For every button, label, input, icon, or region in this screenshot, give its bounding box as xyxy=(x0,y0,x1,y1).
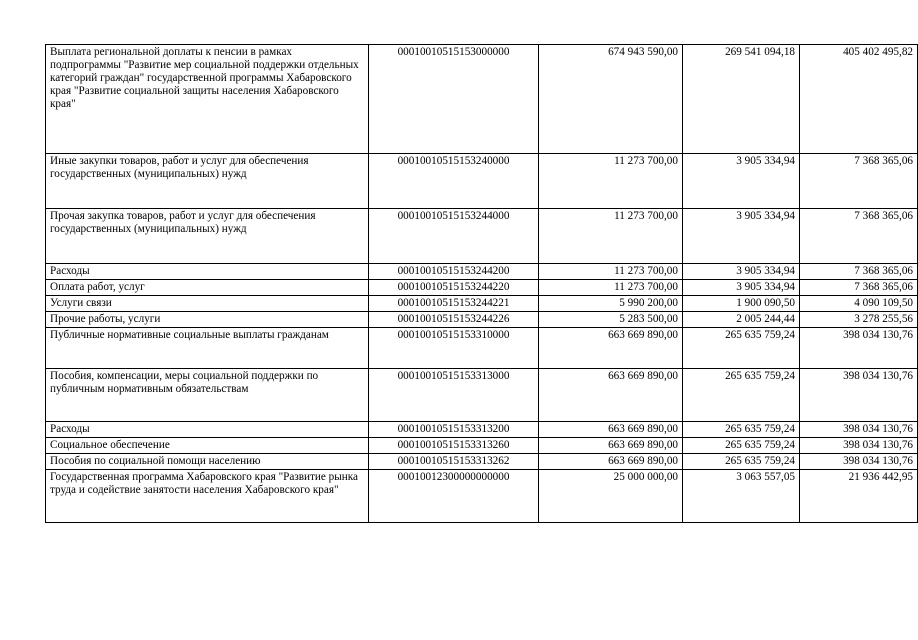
row-executed: 269 541 094,18 xyxy=(683,45,800,154)
table-row xyxy=(46,328,918,369)
table-row xyxy=(46,438,918,454)
row-executed: 265 635 759,24 xyxy=(683,369,800,422)
row-name: Публичные нормативные социальные выплаты гражданам xyxy=(46,328,369,369)
table-row xyxy=(46,45,918,154)
row-name: Прочие работы, услуги xyxy=(46,312,369,328)
row-approved: 663 669 890,00 xyxy=(539,438,683,454)
row-approved: 11 273 700,00 xyxy=(539,154,683,209)
row-name: Услуги связи xyxy=(46,296,369,312)
row-executed: 3 905 334,94 xyxy=(683,154,800,209)
table-row xyxy=(46,312,918,328)
table-row xyxy=(46,369,918,422)
row-executed: 3 905 334,94 xyxy=(683,264,800,280)
row-code: 00010010515153313200 xyxy=(369,422,539,438)
row-approved: 663 669 890,00 xyxy=(539,422,683,438)
row-name: Иные закупки товаров, работ и услуг для обеспечения государственных (муниципальных) нужд xyxy=(46,154,369,209)
row-name: Пособия, компенсации, меры социальной поддержки по публичным нормативным обязательствам xyxy=(46,369,369,422)
row-remaining: 3 278 255,56 xyxy=(800,312,918,328)
row-executed: 2 005 244,44 xyxy=(683,312,800,328)
row-remaining: 398 034 130,76 xyxy=(800,328,918,369)
row-name: Оплата работ, услуг xyxy=(46,280,369,296)
row-remaining: 405 402 495,82 xyxy=(800,45,918,154)
row-remaining: 21 936 442,95 xyxy=(800,470,918,523)
row-code: 00010010515153244000 xyxy=(369,209,539,264)
table-row xyxy=(46,154,918,209)
row-executed: 3 063 557,05 xyxy=(683,470,800,523)
row-code: 00010012300000000000 xyxy=(369,470,539,523)
row-name: Пособия по социальной помощи населению xyxy=(46,454,369,470)
row-name: Прочая закупка товаров, работ и услуг для обеспечения государственных (муниципальных) нужд xyxy=(46,209,369,264)
row-remaining: 398 034 130,76 xyxy=(800,454,918,470)
row-code: 00010010515153244221 xyxy=(369,296,539,312)
row-approved: 663 669 890,00 xyxy=(539,328,683,369)
row-name: Социальное обеспечение xyxy=(46,438,369,454)
row-approved: 663 669 890,00 xyxy=(539,369,683,422)
table-row xyxy=(46,209,918,264)
table-row xyxy=(46,264,918,280)
table-row xyxy=(46,280,918,296)
row-approved: 674 943 590,00 xyxy=(539,45,683,154)
row-code: 00010010515153000000 xyxy=(369,45,539,154)
table-row xyxy=(46,296,918,312)
table-row xyxy=(46,422,918,438)
row-code: 00010010515153244226 xyxy=(369,312,539,328)
row-executed: 1 900 090,50 xyxy=(683,296,800,312)
row-code: 00010010515153313260 xyxy=(369,438,539,454)
row-executed: 265 635 759,24 xyxy=(683,438,800,454)
row-remaining: 4 090 109,50 xyxy=(800,296,918,312)
row-approved: 11 273 700,00 xyxy=(539,264,683,280)
row-code: 00010010515153244220 xyxy=(369,280,539,296)
row-remaining: 398 034 130,76 xyxy=(800,369,918,422)
row-approved: 25 000 000,00 xyxy=(539,470,683,523)
row-name: Расходы xyxy=(46,422,369,438)
row-executed: 265 635 759,24 xyxy=(683,454,800,470)
row-code: 00010010515153310000 xyxy=(369,328,539,369)
row-approved: 5 283 500,00 xyxy=(539,312,683,328)
row-approved: 11 273 700,00 xyxy=(539,280,683,296)
row-remaining: 7 368 365,06 xyxy=(800,154,918,209)
row-approved: 5 990 200,00 xyxy=(539,296,683,312)
row-executed: 3 905 334,94 xyxy=(683,280,800,296)
row-name: Расходы xyxy=(46,264,369,280)
table-row xyxy=(46,470,918,523)
row-remaining: 398 034 130,76 xyxy=(800,422,918,438)
row-remaining: 398 034 130,76 xyxy=(800,438,918,454)
row-remaining: 7 368 365,06 xyxy=(800,280,918,296)
row-remaining: 7 368 365,06 xyxy=(800,264,918,280)
row-name: Выплата региональной доплаты к пенсии в рамках подпрограммы "Развитие мер социальной поддержки отдельных категорий граждан" государственной программы Хабаровского края "Развитие социальной защиты населения Хабаровского края" xyxy=(46,45,369,154)
row-executed: 265 635 759,24 xyxy=(683,422,800,438)
row-code: 00010010515153313000 xyxy=(369,369,539,422)
row-code: 00010010515153240000 xyxy=(369,154,539,209)
row-name: Государственная программа Хабаровского края "Развитие рынка труда и содействие занятости населения Хабаровского края" xyxy=(46,470,369,523)
table-row xyxy=(46,454,918,470)
row-executed: 265 635 759,24 xyxy=(683,328,800,369)
row-code: 00010010515153244200 xyxy=(369,264,539,280)
row-approved: 663 669 890,00 xyxy=(539,454,683,470)
row-code: 00010010515153313262 xyxy=(369,454,539,470)
row-remaining: 7 368 365,06 xyxy=(800,209,918,264)
row-approved: 11 273 700,00 xyxy=(539,209,683,264)
row-executed: 3 905 334,94 xyxy=(683,209,800,264)
budget-execution-table xyxy=(45,44,918,523)
